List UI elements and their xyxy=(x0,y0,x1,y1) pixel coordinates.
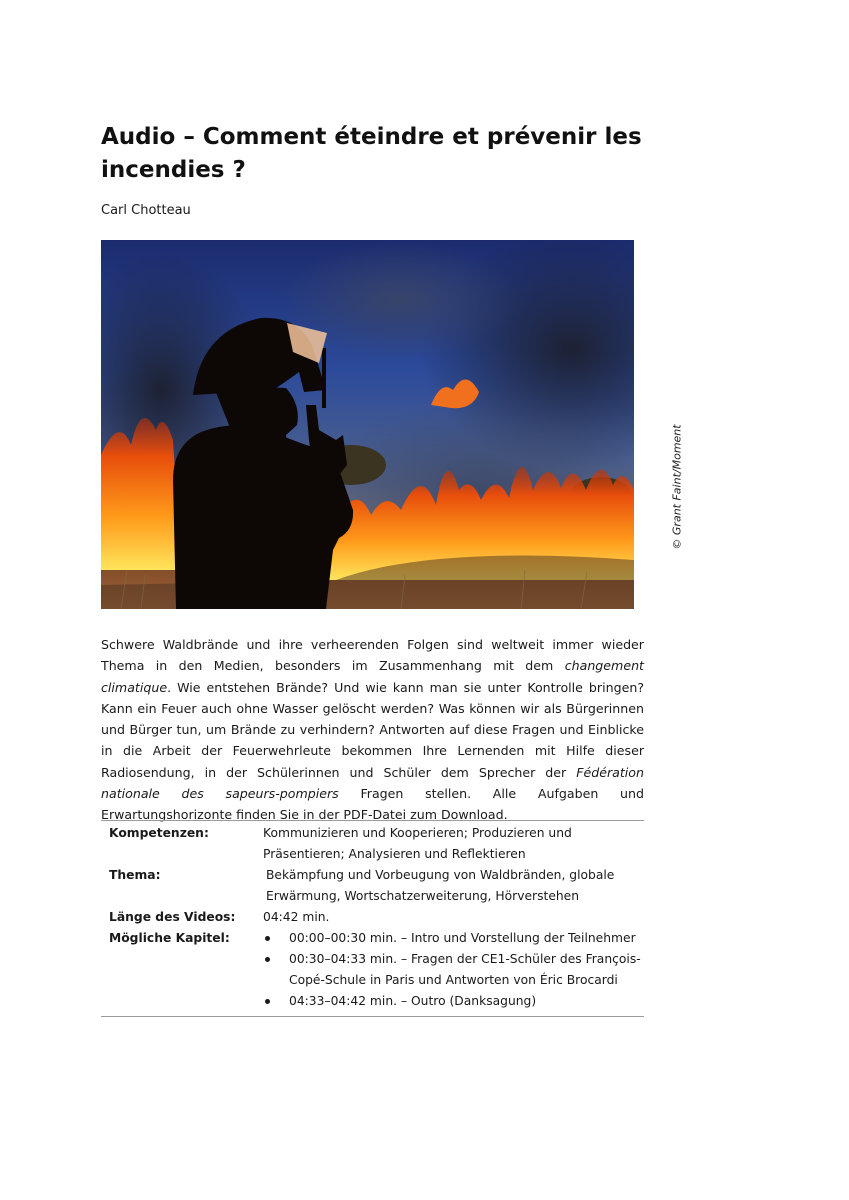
kapitel-label: Mögliche Kapitel: xyxy=(109,931,230,945)
kompetenzen-label: Kompetenzen: xyxy=(109,826,209,840)
info-row-laenge xyxy=(101,907,644,928)
list-item: 00:30–04:33 min. – Fragen der CE1-Schüler des François-Copé-Schule in Paris und Antworten von Éric Brocardi xyxy=(289,952,641,987)
term-federation: Fédération nationale des sapeurs-pompiers xyxy=(101,764,644,802)
term-changement-climatique: changement climatique xyxy=(101,658,644,695)
list-item: 00:00–00:30 min. – Intro und Vorstellung der Teilnehmer xyxy=(289,931,636,945)
author-name: Carl Chotteau xyxy=(101,203,191,218)
kapitel-value xyxy=(263,928,644,1012)
kompetenzen-value: Kommunizieren und Kooperieren; Produzieren und Präsentieren; Analysieren und Reflektieren xyxy=(263,826,572,861)
info-row-kompetenzen xyxy=(101,823,644,865)
list-item: 04:33–04:42 min. – Outro (Danksagung) xyxy=(289,994,537,1008)
laenge-label: Länge des Videos: xyxy=(109,910,236,924)
info-table xyxy=(101,820,644,1017)
thema-label: Thema: xyxy=(109,868,161,882)
kapitel-list xyxy=(263,928,644,1012)
info-row-thema xyxy=(101,865,644,907)
firefighter-photo xyxy=(101,240,634,609)
info-row-kapitel xyxy=(101,928,644,1012)
intro-paragraph: Schwere Waldbrände und ihre verheerenden Folgen sind weltweit immer wieder Thema in den Medien, besonders im Zusammenhang mit dem changement climatique. Wie entstehen Brände? Und wie kann man sie unter Kontrolle bringen? Kann ein Feuer auch ohne Wasser gelöscht werden? Was können wir als Bürgerinnen und Bürger tun, um Brände zu verhindern? Antworten auf diese Fragen und Einblicke in die Arbeit der Feuerwehrleute bekommen Ihre Lernenden mit Hilfe dieser Radiosendung, in der Schülerinnen und Schüler dem Sprecher der Fédération nationale des sapeurs-pompiers Fragen stellen. Alle Aufgaben und Erwartungshorizonte finden Sie in der PDF-Datei zum Download. xyxy=(101,637,644,823)
page-title: Audio – Comment éteindre et prévenir les incendies ? xyxy=(101,124,642,183)
thema-value: Bekämpfung und Vorbeugung von Waldbränden, globale Erwärmung, Wortschatzerweiterung, Hörverstehen xyxy=(266,868,615,903)
laenge-value: 04:42 min. xyxy=(263,910,330,924)
